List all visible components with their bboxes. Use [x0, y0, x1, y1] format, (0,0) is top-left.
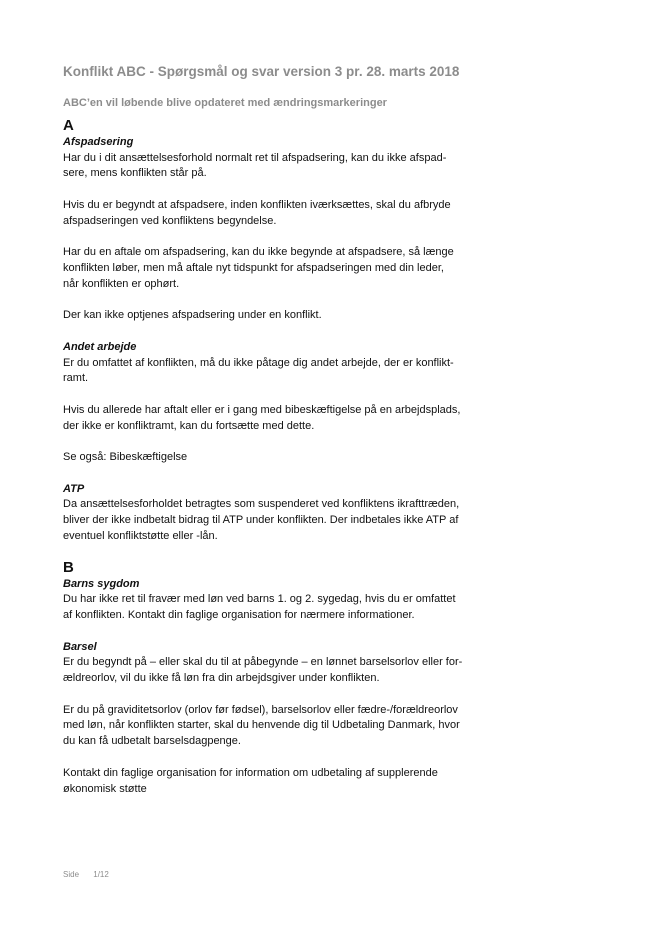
paragraph-spacer	[63, 687, 483, 703]
paragraph	[63, 198, 483, 230]
paragraph-line: Er du omfattet af konflikten, må du ikke påtage dig andet arbejde, der er konflikt-	[63, 356, 454, 369]
paragraph-line: Hvis du er begyndt at afspadsere, inden konflikten iværksættes, skal du afbryde	[63, 198, 451, 211]
paragraph	[63, 592, 483, 624]
paragraph-line: Du har ikke ret til fravær med løn ved barns 1. og 2. sygedag, hvis du er omfattet	[63, 593, 456, 606]
paragraph-line: Har du i dit ansættelsesforhold normalt ret til afspadsering, kan du ikke afspad-	[63, 151, 447, 164]
page-footer	[63, 870, 109, 879]
paragraph-line: eventuel konfliktstøtte eller -lån.	[63, 530, 218, 543]
document-subtitle: ABC’en vil løbende blive opdateret med ændringsmarkeringer	[63, 97, 387, 109]
topic-spacer	[63, 324, 483, 340]
paragraph-line: Hvis du allerede har aftalt eller er i gang med bibeskæftigelse på en arbejdsplads,	[63, 403, 461, 416]
paragraph-line: konflikten løber, men må aftale nyt tidspunkt for afspadseringen med din leder,	[63, 262, 444, 275]
paragraph	[63, 497, 483, 544]
paragraph-spacer	[63, 182, 483, 198]
paragraph-line: Har du en aftale om afspadsering, kan du ikke begynde at afspadsere, så længe	[63, 246, 454, 259]
paragraph	[63, 450, 483, 466]
topic-spacer	[63, 624, 483, 640]
section-letter-heading: A	[63, 117, 74, 134]
paragraph-line: ramt.	[63, 372, 89, 385]
paragraph-line: du kan få udbetalt barselsdagpenge.	[63, 735, 241, 748]
paragraph-line: Se også: Bibeskæftigelse	[63, 451, 188, 464]
paragraph-line: økonomisk støtte	[63, 782, 147, 795]
paragraph-line: afspadseringen ved konfliktens begyndelse.	[63, 214, 277, 227]
paragraph-spacer	[63, 750, 483, 766]
paragraph	[63, 655, 483, 687]
paragraph-line: når konflikten er ophørt.	[63, 277, 180, 290]
paragraph	[63, 151, 483, 183]
footer-page-label: Side	[63, 870, 80, 879]
paragraph-line: sere, mens konflikten står på.	[63, 167, 207, 180]
paragraph-line: Er du på graviditetsorlov (orlov før fødsel), barselsorlov eller fædre-/forældreorlov	[63, 703, 458, 716]
paragraph-line: Da ansættelsesforholdet betragtes som suspenderet ved konfliktens ikrafttræden,	[63, 498, 460, 511]
document-body	[63, 117, 483, 797]
topic-heading: Barsel	[63, 640, 97, 653]
document-title: Konflikt ABC - Spørgsmål og svar version 3 pr. 28. marts 2018	[63, 64, 460, 79]
paragraph-spacer	[63, 387, 483, 403]
paragraph	[63, 703, 483, 750]
paragraph-line: der ikke er konfliktramt, kan du fortsætte med dette.	[63, 419, 315, 432]
topic-heading: ATP	[63, 482, 85, 495]
paragraph-line: ældreorlov, vil du ikke få løn fra din arbejdsgiver under konflikten.	[63, 672, 380, 685]
paragraph-spacer	[63, 229, 483, 245]
topic-heading: Andet arbejde	[63, 341, 137, 354]
paragraph-spacer	[63, 435, 483, 451]
paragraph	[63, 245, 483, 292]
paragraph	[63, 356, 483, 388]
paragraph	[63, 403, 483, 435]
section-letter-heading: B	[63, 558, 74, 576]
section-spacer	[63, 545, 483, 559]
paragraph-spacer	[63, 293, 483, 309]
footer-page-number: 1/12	[93, 870, 109, 879]
paragraph-line: med løn, når konflikten starter, skal du henvende dig til Udbetaling Danmark, hvor	[63, 719, 460, 732]
paragraph-line: Der kan ikke optjenes afspadsering under en konflikt.	[63, 309, 322, 322]
paragraph	[63, 766, 483, 798]
paragraph	[63, 308, 483, 324]
paragraph-line: bliver der ikke indbetalt bidrag til ATP under konflikten. Der indbetales ikke ATP af	[63, 514, 459, 527]
paragraph-line: af konflikten. Kontakt din faglige organisation for nærmere informationer.	[63, 609, 415, 622]
paragraph-line: Kontakt din faglige organisation for information om udbetaling af supplerende	[63, 766, 438, 779]
paragraph-line: Er du begyndt på – eller skal du til at påbegynde – en lønnet barselsorlov eller for-	[63, 656, 463, 669]
topic-spacer	[63, 466, 483, 482]
topic-heading: Barns sygdom	[63, 577, 140, 590]
topic-heading: Afspadsering	[63, 136, 134, 148]
